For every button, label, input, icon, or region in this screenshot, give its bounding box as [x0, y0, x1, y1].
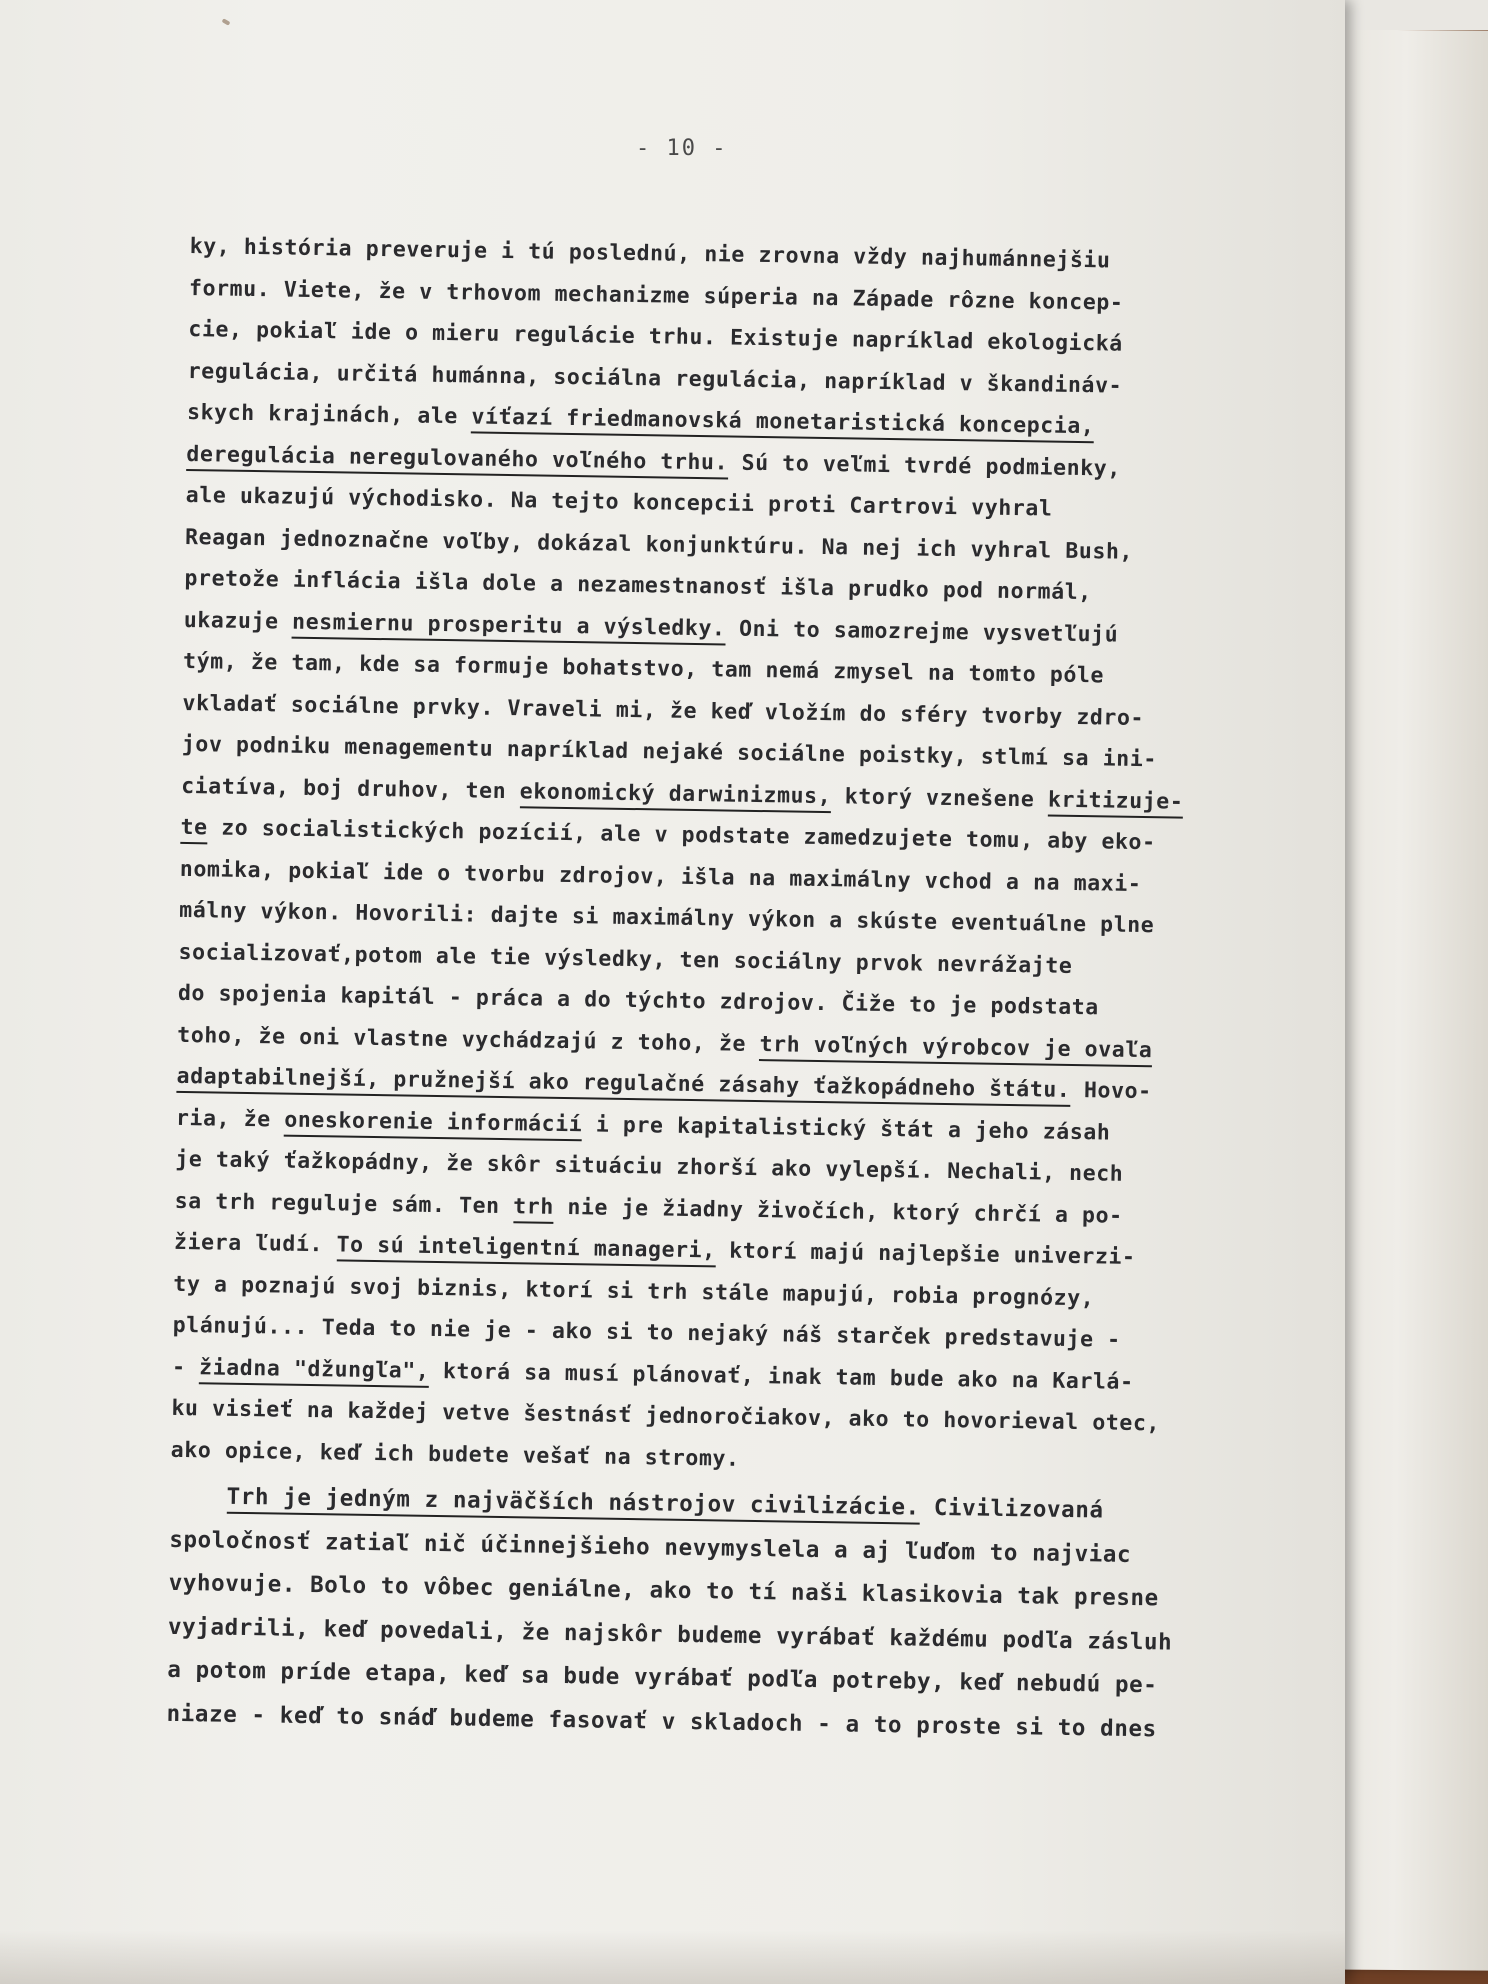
text-segment: i pre kapitalistický štát a jeho zásah — [582, 1111, 1111, 1146]
underlined-text: trh voľných výrobcov je ovaľa — [759, 1032, 1152, 1067]
text-segment: Sú to veľmi tvrdé podmienky, — [727, 449, 1122, 482]
text-segment: do spojenia kapitál - práca a do týchto zdrojov. Čiže to je podstata — [177, 980, 1100, 1021]
text-segment: socializovať,potom ale tie výsledky, ten sociálny prvok nevrážajte — [178, 939, 1073, 979]
text-segment: niaze - keď to snáď budeme fasovať v skladoch - a to proste si to dnes — [166, 1700, 1157, 1742]
text-segment: Reagan jednoznačne voľby, dokázal konjunktúru. Na nej ich vyhral Bush, — [184, 524, 1134, 565]
text-segment: tým, že tam, kde sa formuje bohatstvo, tam nemá zmysel na tomto póle — [182, 648, 1105, 689]
underlined-text: víťazí friedmanovská monetaristická koncepcia, — [471, 404, 1094, 443]
text-segment: - — [171, 1354, 200, 1380]
text-segment: plánujú... Teda to nie je - ako si to nejaký náš starček predstavuje - — [172, 1312, 1121, 1353]
text-segment: ktorí majú najlepšie univerzi- — [715, 1238, 1136, 1270]
text-segment: Oni to samozrejme vysvetľujú — [725, 615, 1119, 648]
underlined-text: trh — [513, 1194, 554, 1224]
underlined-text: adaptabilnejší, pružnejší ako regulačné zásahy ťažkopádneho štátu. — [176, 1064, 1070, 1107]
text-segment: ako opice, keď ich budete vešať na stromy. — [170, 1437, 740, 1472]
text-segment: ty a poznajú svoj biznis, ktorí si trh stále mapujú, robia prognózy, — [173, 1271, 1095, 1311]
text-segment: ku visieť na každej vetve šestnásť jednoročiakov, ako to hovorieval otec, — [171, 1395, 1161, 1437]
underlined-text: te — [180, 815, 208, 844]
underlined-text: deregulácia neregulovaného voľného trhu. — [186, 441, 728, 479]
text-segment: jov podniku menagementu napríklad nejaké sociálne poistky, stlmí sa ini- — [181, 731, 1158, 773]
text-segment: skych krajinách, ale — [186, 399, 472, 430]
text-segment: vyjadrili, keď povedali, že najskôr budeme vyrábať každému podľa zásluh — [167, 1613, 1173, 1656]
underlined-text: ekonomický darwinizmus, — [520, 779, 832, 813]
text-segment: je taký ťažkopádny, že skôr situáciu zhorší ako vylepší. Nechali, nech — [175, 1146, 1124, 1187]
text-segment: formu. Viete, že v trhovom mechanizme súperia na Západe rôzne koncep- — [188, 275, 1124, 316]
page-number: - 10 - — [636, 136, 728, 161]
text-segment: ktorý vznešene — [831, 783, 1049, 813]
text-segment: spoločnosť zatiaľ nič účinnejšieho nevymyslela a aj ľuďom to najviac — [169, 1526, 1132, 1568]
text-segment: ukazuje — [183, 607, 293, 635]
text-segment: sa trh reguluje sám. Ten — [174, 1188, 514, 1219]
text-segment: málny výkon. Hovorili: dajte si maximálny výkon a skúste eventuálne plne — [179, 897, 1155, 939]
text-segment: ky, história preveruje i tú poslednú, nie zrovna vždy najhumánnejšiu — [189, 233, 1111, 274]
text-segment: cie, pokiaľ ide o mieru regulácie trhu. Existuje napríklad ekologická — [188, 316, 1124, 357]
underlined-text: žiadna "džungľa", — [199, 1355, 430, 1388]
text-segment: zo socialistických pozícií, ale v podstate zamedzujete tomu, aby eko- — [207, 815, 1156, 856]
text-segment: nomika, pokiaľ ide o tvorbu zdrojov, išla na maximálny vchod a na maxi- — [179, 856, 1142, 897]
text-segment: a potom príde etapa, keď sa bude vyrábať podľa potreby, keď nebudú pe- — [167, 1656, 1158, 1699]
text-segment: ale ukazujú východisko. Na tejto koncepcii proti Cartrovi vyhral — [185, 482, 1053, 522]
text-segment: nie je žiadny živočích, ktorý chrčí a po- — [553, 1194, 1123, 1229]
underlined-text: Trh je jedným z najväčších nástrojov civilizácie. — [226, 1484, 920, 1525]
text-segment: regulácia, určitá humánna, sociálna regulácia, napríklad v škandináv- — [187, 358, 1123, 399]
paper-smudge — [222, 18, 231, 25]
text-segment: toho, že oni vlastne vychádzajú z toho, že — [177, 1022, 760, 1057]
underlined-text: kritizuje- — [1048, 787, 1184, 818]
text-segment: vyhovuje. Bolo to vôbec geniálne, ako to tí naši klasikovia tak presne — [168, 1569, 1160, 1612]
underlined-text: oneskorenie informácií — [284, 1107, 582, 1141]
text-segment: ktorá sa musí plánovať, inak tam bude ako na Karlá- — [429, 1358, 1134, 1395]
text-segment: ciatíva, boj druhov, ten — [181, 773, 520, 804]
text-segment: Hovo- — [1070, 1077, 1152, 1105]
text-segment: vkladať sociálne prvky. Vraveli mi, že keď vložím do sféry tvorby zdro- — [182, 690, 1145, 731]
underlined-text: To sú inteligentní manageri, — [336, 1232, 716, 1267]
body-text — [166, 226, 1290, 1753]
underlined-text: nesmiernu prosperitu a výsledky. — [292, 609, 726, 645]
text-segment: žiera ľudí. — [173, 1229, 337, 1258]
text-segment: Civilizovaná — [919, 1494, 1104, 1524]
text-segment — [170, 1483, 227, 1510]
text-segment: pretože inflácia išla dole a nezamestnanosť išla prudko pod normál, — [184, 565, 1093, 606]
page-shadow — [0, 1930, 1345, 1984]
text-segment: ria, že — [175, 1105, 285, 1133]
